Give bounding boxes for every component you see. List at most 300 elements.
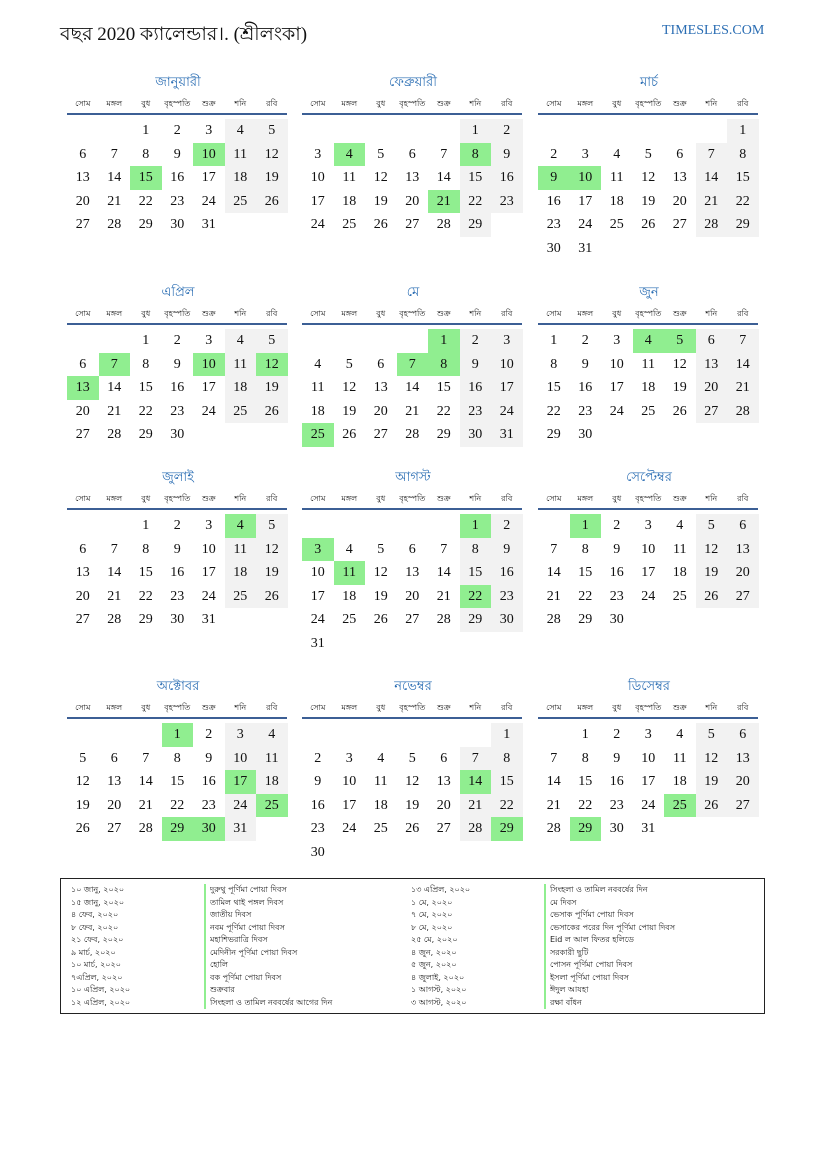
weekday-header: সোম [310, 703, 326, 712]
day-cell: 11 [311, 380, 325, 396]
day-cell: 1 [550, 333, 558, 348]
day-cell: 24 [201, 193, 216, 209]
holiday-name: নবম পূর্ণিমা পোয়া দিবস [210, 922, 285, 932]
header-rule [538, 717, 758, 719]
day-cell: 29 [578, 612, 593, 628]
day-cell: 3 [644, 518, 652, 533]
day-cell: 26 [672, 403, 687, 419]
day-cell: 28 [107, 612, 122, 628]
day-cell: 21 [727, 376, 759, 400]
weekday-header: সোম [546, 99, 562, 108]
day-cell: 22 [546, 403, 561, 419]
holiday-day-cell: 7 [99, 353, 131, 377]
holiday-date: ১ মে, ২০২০ [411, 897, 453, 907]
day-cell: 17 [491, 376, 523, 400]
day-cell: 11 [225, 538, 257, 562]
header-rule [302, 323, 522, 325]
day-cell: 31 [491, 423, 523, 447]
day-cell: 20 [672, 193, 687, 209]
day-cell: 8 [727, 143, 759, 167]
holiday-name: মে দিবস [550, 897, 577, 907]
day-cell: 24 [491, 400, 523, 424]
day-cell: 25 [609, 217, 624, 233]
month-9 [538, 468, 760, 656]
weekday-header: বুধ [376, 309, 386, 318]
day-cell: 22 [460, 190, 492, 214]
day-cell: 28 [436, 612, 451, 628]
day-cell: 26 [256, 190, 288, 214]
day-cell: 7 [550, 750, 558, 766]
weekday-header: বৃহস্পতি [635, 99, 662, 108]
holiday-day-cell: 29 [570, 817, 602, 841]
day-cell: 24 [641, 797, 656, 813]
weekday-header: বুধ [612, 309, 622, 318]
holiday-date: ১০ মার্চ, ২০২০ [71, 960, 121, 969]
day-cell: 17 [641, 774, 656, 790]
day-cell: 20 [405, 588, 420, 604]
header-rule [67, 113, 287, 115]
day-cell: 4 [345, 541, 353, 557]
weekday-header: বুধ [612, 99, 622, 108]
weekday-header: সোম [75, 494, 91, 503]
day-cell: 31 [310, 636, 325, 651]
day-cell: 14 [546, 774, 561, 790]
holiday-day-cell: 29 [162, 817, 194, 841]
day-cell: 9 [205, 750, 213, 766]
holiday-day-cell: 8 [460, 143, 492, 167]
header-rule [67, 323, 287, 325]
holiday-date: ৭ মে, ২০২০ [411, 910, 453, 919]
day-cell: 6 [408, 146, 416, 162]
day-cell: 23 [546, 217, 561, 233]
day-cell: 18 [225, 561, 257, 585]
holiday-day-cell: 1 [428, 329, 460, 353]
weekday-header: বৃহস্পতি [635, 494, 662, 503]
day-cell: 25 [641, 403, 656, 419]
weekday-header: রবি [501, 703, 513, 712]
day-cell: 21 [436, 588, 451, 604]
day-cell: 1 [460, 119, 492, 143]
weekday-header: শুক্র [436, 99, 451, 108]
weekday-header: মঙ্গল [341, 309, 358, 318]
holiday-day-cell: 4 [225, 514, 257, 538]
day-cell: 18 [225, 376, 257, 400]
page-title: বছর 2020 ক্যালেন্ডার।. (শ্রীলংকা) [60, 24, 308, 45]
day-cell: 3 [345, 750, 353, 766]
day-cell: 17 [578, 193, 593, 209]
day-cell: 19 [256, 561, 288, 585]
day-cell: 26 [696, 794, 728, 818]
day-cell: 30 [491, 608, 523, 632]
holiday-names-right [544, 884, 740, 1009]
day-cell: 30 [578, 427, 593, 443]
holiday-date: ১০ এপ্রিল, ২০২০ [71, 985, 131, 994]
holiday-day-cell: 25 [302, 423, 334, 447]
day-cell: 24 [609, 403, 624, 419]
day-cell: 5 [696, 514, 728, 538]
day-cell: 13 [107, 774, 122, 790]
day-cell: 6 [727, 723, 759, 747]
day-cell: 13 [672, 170, 687, 186]
holiday-date: ৪ জুলাই, ২০২০ [411, 972, 465, 982]
day-cell: 11 [673, 541, 687, 557]
weekday-header: শনি [234, 309, 247, 318]
day-cell: 14 [727, 353, 759, 377]
month-name: ফেব্রুয়ারী [389, 75, 437, 90]
month-name: জানুয়ারী [155, 75, 201, 90]
day-cell: 7 [696, 143, 728, 167]
holiday-day-cell: 10 [193, 143, 225, 167]
holiday-day-cell: 1 [460, 514, 492, 538]
day-cell: 16 [460, 376, 492, 400]
weekday-header: রবি [737, 703, 749, 712]
day-cell: 12 [373, 170, 388, 186]
day-cell: 20 [75, 403, 90, 419]
holiday-name: শুক্রবার [210, 985, 235, 994]
weekday-header: রবি [266, 309, 278, 318]
month-name: মার্চ [639, 75, 658, 90]
day-cell: 16 [170, 170, 185, 186]
day-cell: 26 [641, 217, 656, 233]
weekday-header: মঙ্গল [106, 494, 123, 503]
day-cell: 21 [107, 403, 122, 419]
month-name: ডিসেম্বর [628, 679, 670, 694]
holiday-day-cell: 12 [256, 353, 288, 377]
holiday-day-cell: 11 [334, 561, 366, 585]
weekday-header: মঙ্গল [106, 309, 123, 318]
day-cell: 5 [256, 119, 288, 143]
weekday-header: বুধ [376, 703, 386, 712]
weekday-header: শনি [705, 494, 718, 503]
day-cell: 11 [673, 750, 687, 766]
holiday-name: বক পূর্ণিমা পোয়া দিবস [210, 972, 282, 982]
holiday-name: মেদিনীন পূর্ণিমা পোয়া দিবস [210, 947, 298, 957]
day-cell: 9 [613, 541, 621, 557]
day-cell: 13 [436, 774, 451, 790]
day-cell: 29 [546, 427, 561, 443]
day-cell: 19 [696, 561, 728, 585]
day-cell: 10 [491, 353, 523, 377]
month-name: জুলাই [162, 470, 194, 485]
month-name: আগস্ট [395, 470, 431, 485]
day-cell: 7 [110, 541, 118, 557]
day-cell: 22 [138, 193, 153, 209]
weekday-header: সোম [546, 309, 562, 318]
holiday-date: ২১ ফেব, ২০২০ [71, 935, 124, 944]
day-cell: 27 [727, 794, 759, 818]
holiday-day-cell: 3 [302, 538, 334, 562]
holiday-date: ১০ জানু, ২০২০ [71, 885, 125, 894]
day-cell: 21 [107, 588, 122, 604]
weekday-header: রবি [266, 99, 278, 108]
day-cell: 24 [201, 588, 216, 604]
weekday-header: রবি [501, 309, 513, 318]
day-cell: 17 [641, 565, 656, 581]
day-cell: 27 [75, 612, 90, 628]
month-name: অক্টোবর [156, 679, 200, 694]
holiday-day-cell: 1 [570, 514, 602, 538]
day-cell: 15 [727, 166, 759, 190]
holiday-name: ভেসাক পূর্ণিমা পোয়া দিবস [550, 910, 634, 919]
day-cell: 1 [727, 119, 759, 143]
holiday-date: ৪ জুন, ২০২০ [411, 947, 457, 957]
day-cell: 28 [460, 817, 492, 841]
day-cell: 14 [436, 565, 451, 581]
day-cell: 14 [696, 166, 728, 190]
day-cell: 18 [225, 166, 257, 190]
day-cell: 23 [201, 797, 216, 813]
day-cell: 8 [142, 146, 150, 162]
day-cell: 5 [644, 146, 652, 162]
day-cell: 28 [546, 612, 561, 628]
day-cell: 5 [377, 146, 385, 162]
day-cell: 5 [345, 356, 353, 372]
day-cell: 7 [727, 329, 759, 353]
day-cell: 26 [75, 821, 90, 837]
weekday-header: রবি [501, 99, 513, 108]
day-cell: 19 [696, 770, 728, 794]
day-cell: 12 [373, 565, 388, 581]
day-cell: 15 [170, 774, 185, 790]
day-cell: 20 [75, 193, 90, 209]
day-cell: 29 [138, 217, 153, 233]
day-cell: 28 [696, 213, 728, 237]
day-cell: 2 [613, 727, 621, 742]
weekday-header: বৃহস্পতি [399, 309, 426, 318]
holiday-name: ইসলা পূর্ণিমা পোয়া দিবস [550, 972, 629, 982]
month-12 [538, 677, 760, 865]
day-cell: 4 [676, 727, 684, 742]
day-cell: 25 [342, 612, 357, 628]
day-cell: 26 [373, 612, 388, 628]
weekday-header: শনি [469, 99, 482, 108]
day-cell: 19 [342, 403, 357, 419]
day-cell: 25 [342, 217, 357, 233]
day-cell: 16 [491, 166, 523, 190]
weekday-header: শুক্র [672, 494, 687, 503]
day-cell: 11 [256, 747, 288, 771]
day-cell: 29 [138, 612, 153, 628]
day-cell: 16 [170, 565, 185, 581]
day-cell: 20 [727, 770, 759, 794]
day-cell: 12 [75, 774, 90, 790]
holiday-date: ১ আগস্ট, ২০২০ [411, 985, 467, 994]
day-cell: 30 [460, 423, 492, 447]
weekday-header: সোম [310, 309, 326, 318]
day-cell: 6 [676, 146, 684, 162]
day-cell: 18 [342, 588, 357, 604]
weekday-header: শনি [234, 703, 247, 712]
day-cell: 21 [546, 588, 561, 604]
day-cell: 19 [373, 193, 388, 209]
weekday-header: শনি [469, 494, 482, 503]
day-cell: 19 [256, 376, 288, 400]
month-name: মে [406, 285, 420, 300]
month-10 [67, 677, 289, 865]
day-cell: 12 [256, 143, 288, 167]
day-cell: 19 [641, 193, 656, 209]
day-cell: 4 [613, 146, 621, 162]
day-cell: 15 [138, 565, 153, 581]
day-cell: 28 [107, 427, 122, 443]
holiday-name: দুরুথু পূর্ণিমা পোয়া দিবস [210, 885, 287, 894]
day-cell: 28 [107, 217, 122, 233]
day-cell: 19 [373, 588, 388, 604]
header-rule [538, 323, 758, 325]
day-cell: 4 [377, 750, 385, 766]
day-cell: 10 [310, 170, 325, 186]
day-cell: 7 [440, 146, 448, 162]
day-cell: 22 [170, 797, 185, 813]
holiday-name: ভেসাকের পরের দিন পূর্ণিমা পোয়া দিবস [550, 922, 676, 932]
day-cell: 23 [310, 821, 325, 837]
day-cell: 24 [225, 794, 257, 818]
weekday-header: বুধ [141, 494, 151, 503]
weekday-header: শনি [469, 703, 482, 712]
day-cell: 4 [314, 356, 322, 372]
holiday-name: সিংহলা ও তামিল নববর্ষের আগের দিন [210, 997, 333, 1007]
day-cell: 12 [641, 170, 656, 186]
weekday-header: শনি [234, 99, 247, 108]
month-7 [67, 468, 289, 656]
day-cell: 27 [373, 427, 388, 443]
day-cell: 3 [205, 123, 213, 138]
day-cell: 20 [436, 797, 451, 813]
day-cell: 13 [405, 170, 420, 186]
weekday-header: শুক্র [672, 309, 687, 318]
day-cell: 13 [75, 565, 90, 581]
weekday-header: মঙ্গল [577, 309, 594, 318]
day-cell: 19 [75, 797, 90, 813]
day-cell: 24 [310, 612, 325, 628]
month-1 [67, 73, 289, 261]
day-cell: 8 [173, 750, 181, 766]
day-cell: 18 [256, 770, 288, 794]
weekday-header: বুধ [612, 703, 622, 712]
day-cell: 21 [405, 403, 420, 419]
weekday-header: বৃহস্পতি [164, 703, 191, 712]
day-cell: 21 [138, 797, 153, 813]
day-cell: 5 [79, 750, 87, 766]
weekday-header: শুক্র [201, 309, 216, 318]
day-cell: 12 [672, 356, 687, 372]
day-cell: 22 [578, 588, 593, 604]
day-cell: 13 [727, 747, 759, 771]
day-cell: 30 [170, 427, 185, 443]
day-cell: 9 [613, 750, 621, 766]
day-cell: 16 [170, 380, 185, 396]
day-cell: 2 [173, 333, 181, 348]
day-cell: 10 [201, 541, 216, 557]
day-cell: 18 [609, 193, 624, 209]
header-rule [67, 508, 287, 510]
day-cell: 22 [436, 403, 451, 419]
weekday-header: শনি [705, 99, 718, 108]
month-6 [538, 283, 760, 471]
month-name: এপ্রিল [161, 285, 195, 300]
holiday-day-cell: 4 [334, 143, 366, 167]
day-cell: 21 [107, 193, 122, 209]
day-cell: 6 [79, 146, 87, 162]
day-cell: 23 [491, 585, 523, 609]
day-cell: 4 [225, 329, 257, 353]
day-cell: 19 [256, 166, 288, 190]
day-cell: 29 [460, 608, 492, 632]
month-name: সেপ্টেম্বর [626, 470, 672, 485]
weekday-header: মঙ্গল [341, 99, 358, 108]
weekday-header: সোম [75, 309, 91, 318]
day-cell: 13 [373, 380, 388, 396]
day-cell: 2 [491, 119, 523, 143]
holiday-day-cell: 13 [67, 376, 99, 400]
day-cell: 16 [609, 565, 624, 581]
holiday-day-cell: 30 [193, 817, 225, 841]
day-cell: 17 [342, 797, 357, 813]
day-cell: 13 [405, 565, 420, 581]
weekday-header: সোম [75, 99, 91, 108]
day-cell: 30 [310, 845, 325, 860]
holiday-day-cell: 1 [162, 723, 194, 747]
day-cell: 21 [460, 794, 492, 818]
day-cell: 8 [491, 747, 523, 771]
day-cell: 24 [201, 403, 216, 419]
header-rule [302, 717, 522, 719]
day-cell: 7 [110, 146, 118, 162]
weekday-header: শুক্র [436, 494, 451, 503]
weekday-header: সোম [546, 494, 562, 503]
day-cell: 17 [310, 193, 325, 209]
weekday-header: সোম [310, 494, 326, 503]
day-cell: 1 [581, 727, 589, 742]
month-name: নভেম্বর [394, 679, 432, 694]
weekday-header: রবি [266, 703, 278, 712]
header-rule [302, 508, 522, 510]
weekday-header: রবি [737, 99, 749, 108]
weekday-header: বুধ [141, 99, 151, 108]
weekday-header: রবি [737, 309, 749, 318]
day-cell: 12 [696, 538, 728, 562]
month-5 [302, 283, 524, 471]
day-cell: 16 [491, 561, 523, 585]
day-cell: 9 [460, 353, 492, 377]
day-cell: 30 [170, 217, 185, 233]
weekday-header: সোম [546, 703, 562, 712]
month-2 [302, 73, 524, 261]
day-cell: 2 [613, 518, 621, 533]
holiday-date: ১২ এপ্রিল, ২০২০ [71, 997, 131, 1007]
holiday-name: হোলি [210, 960, 229, 969]
holiday-date: ৭এপ্রিল, ২০২০ [71, 972, 123, 982]
month-name: জুন [639, 285, 659, 300]
day-cell: 13 [727, 538, 759, 562]
day-cell: 20 [405, 193, 420, 209]
day-cell: 28 [436, 217, 451, 233]
day-cell: 27 [75, 217, 90, 233]
brand-link[interactable]: TIMESLES.COM [662, 23, 765, 38]
day-cell: 5 [256, 514, 288, 538]
day-cell: 11 [374, 774, 388, 790]
day-cell: 7 [440, 541, 448, 557]
day-cell: 10 [609, 356, 624, 372]
weekday-header: রবি [737, 494, 749, 503]
holiday-day-cell: 7 [397, 353, 429, 377]
day-cell: 23 [170, 588, 185, 604]
weekday-header: মঙ্গল [106, 99, 123, 108]
day-cell: 23 [460, 400, 492, 424]
day-cell: 20 [696, 376, 728, 400]
day-cell: 20 [373, 403, 388, 419]
day-cell: 15 [546, 380, 561, 396]
